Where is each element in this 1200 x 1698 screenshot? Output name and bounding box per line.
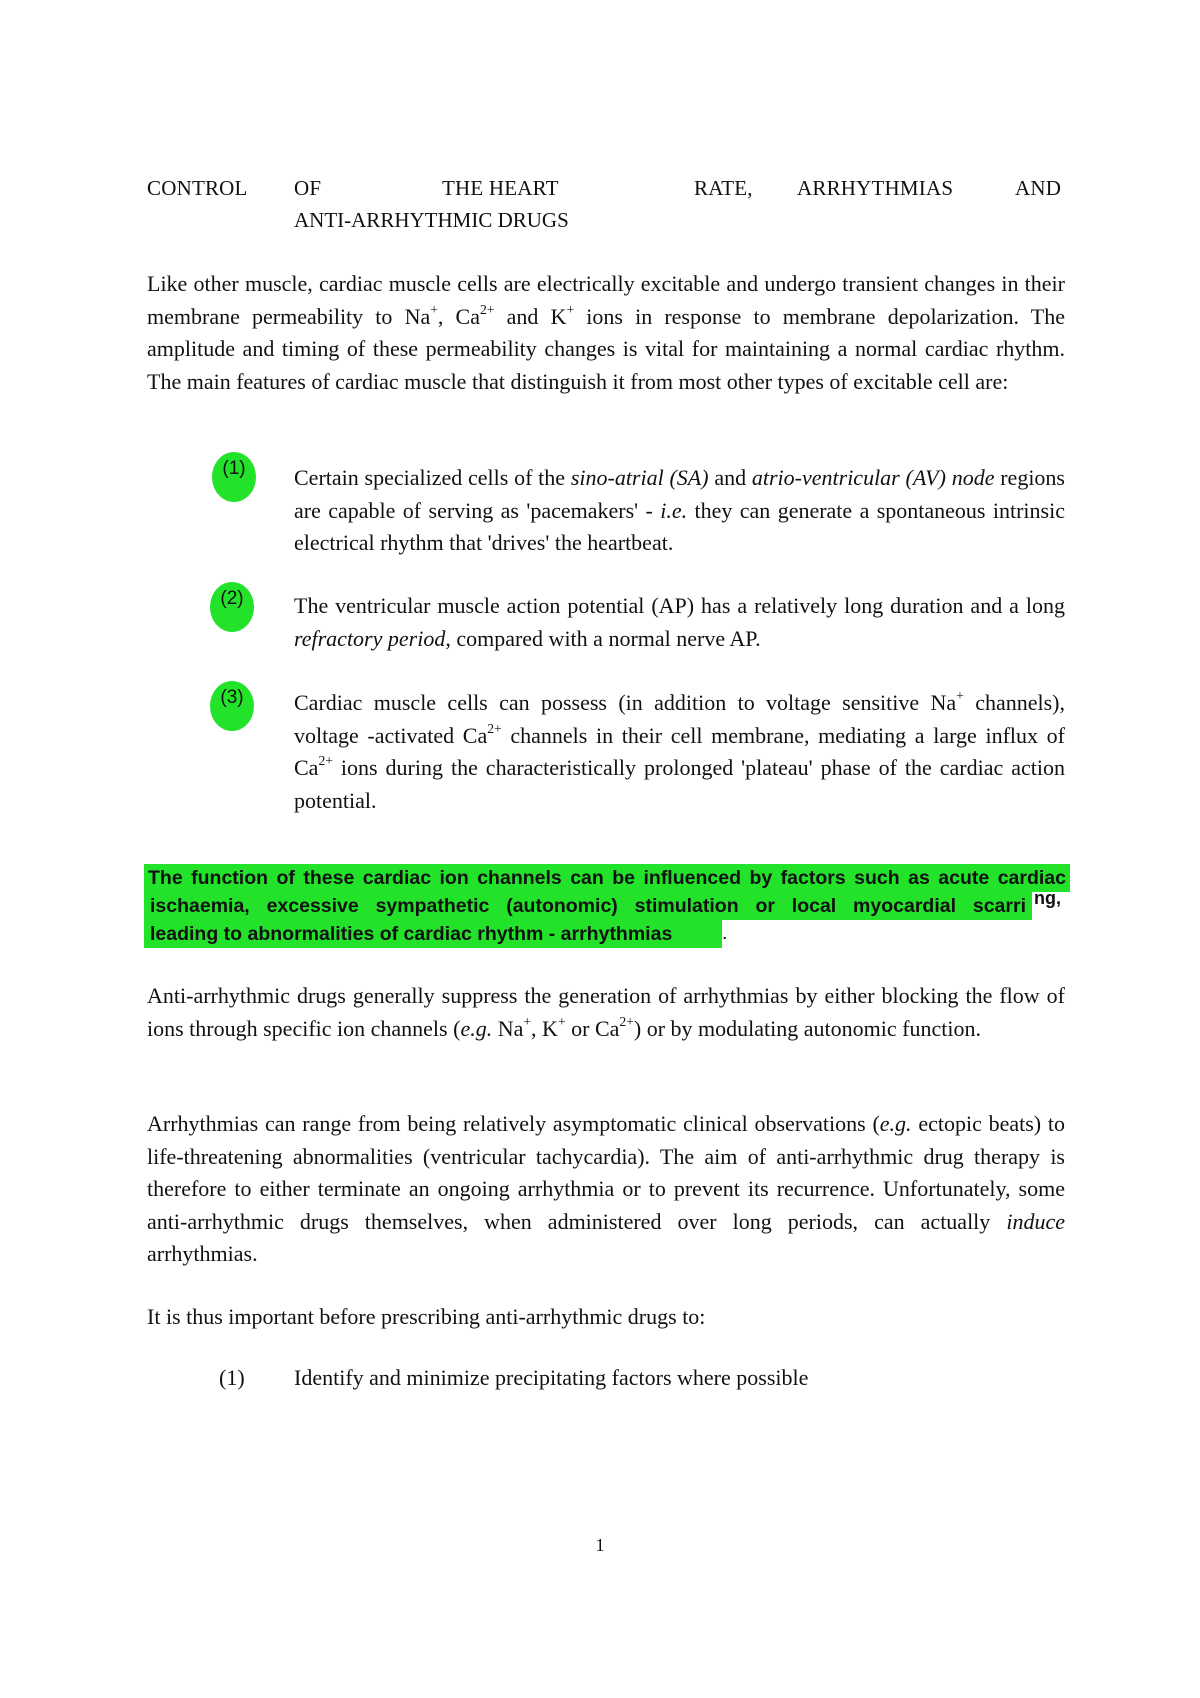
title-word: AND (1015, 176, 1062, 200)
highlighted-statement (144, 864, 1070, 960)
feature-item-1: Certain specialized cells of the sino-atrial (SA) and atrio-ventricular (AV) node regions are capable of serving as 'pacemakers' - i.e. they can generate a spontaneous intrinsic electrical rhythm that 'drives' the heartbeat. (294, 465, 1065, 555)
title-line-2: ANTI-ARRHYTHMIC DRUGS (294, 208, 569, 232)
drugs-paragraph: Anti-arrhythmic drugs generally suppress the generation of arrhythmias by either blocking the flow of ions through specific ion channels (e.g. Na+, K+ or $Ca^{2+}$) or by modulating autonomic function. (147, 983, 1065, 1041)
important-paragraph: It is thus important before prescribing anti-arrhythmic drugs to: (147, 1304, 706, 1329)
highlight-line-1: The function of these cardiac ion channels can be influenced by factors such as acute cardiac (144, 864, 1070, 892)
highlight-line-3-tail: . (722, 922, 728, 944)
list-text: Identify and minimize precipitating factors where possible (294, 1365, 809, 1390)
feature-item-2: The ventricular muscle action potential (AP) has a relatively long duration and a long refractory period, compared with a normal nerve AP. (294, 593, 1065, 651)
feature-item-3: Cardiac muscle cells can possess (in addition to voltage sensitive Na+ channels), voltage -activated $Ca^{2+}$ channels in their cell membrane, mediating a large influx of $Ca^{2+}$ ions during the characteristically prolonged 'plateau' phase of the cardiac action potential. (294, 688, 1066, 813)
highlight-line-2-tail: ng, (1034, 888, 1061, 908)
title-line-1 (147, 176, 1065, 206)
number-marker-3: (3) (210, 681, 254, 731)
title-word: CONTROL (147, 176, 248, 200)
highlight-line-3: leading to abnormalities of cardiac rhythm - arrhythmias (144, 920, 722, 948)
title-word: THE HEART (442, 176, 559, 200)
highlight-line-2: ischaemia, excessive sympathetic (autonomic) stimulation or local myocardial scarri (144, 892, 1032, 920)
title-word: OF (294, 176, 322, 200)
list-item (0, 1365, 1200, 1399)
number-marker-1: (1) (212, 452, 256, 502)
number-marker-2: (2) (210, 582, 254, 632)
title-word: RATE, (694, 176, 753, 200)
intro-paragraph: Like other muscle, cardiac muscle cells are electrically excitable and undergo transient changes in their membrane permeability to Na+, $Ca^{2+}$ and K+ ions in response to membrane depolarization. The amplitude and timing of these permeability changes is vital for maintaining a normal cardiac rhythm. The main features of cardiac muscle that distinguish it from most other types of excitable cell are: (147, 271, 1065, 394)
page-number: 1 (595, 1535, 605, 1555)
title-word: ARRHYTHMIAS (797, 176, 954, 200)
list-number: (1) (219, 1365, 245, 1390)
arrhythmias-paragraph: Arrhythmias can range from being relatively asymptomatic clinical observations (e.g. ectopic beats) to life-threatening abnormalities (ventricular tachycardia). The aim of anti-arrhythmic drug therapy is therefore to either terminate an ongoing arrhythmia or to prevent its recurrence. Unfortunately, some anti-arrhythmic drugs themselves, when administered over long periods, can actually induce arrhythmias. (147, 1111, 1065, 1266)
